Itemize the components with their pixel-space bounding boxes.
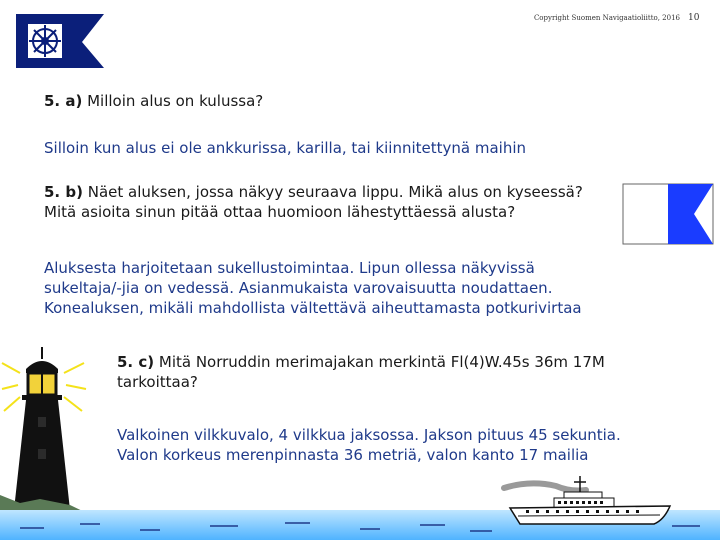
alpha-flag-icon bbox=[622, 183, 714, 245]
question-text-line1: Näet aluksen, jossa näkyy seuraava lippu. Mikä alus on kyseessä? bbox=[82, 183, 583, 201]
question-text-line2: Mitä asioita sinun pitää ottaa huomioon lähestyttäessä alusta? bbox=[44, 203, 516, 221]
answer-line1: Valkoinen vilkkuvalo, 4 vilkkua jaksossa. Jakson pituus 45 sekuntia. bbox=[117, 426, 621, 444]
question-5a bbox=[44, 91, 263, 111]
question-5b bbox=[44, 182, 634, 222]
question-label: 5. a) bbox=[44, 92, 83, 110]
question-5c bbox=[117, 352, 677, 392]
answer-5b bbox=[44, 258, 644, 318]
ship-icon bbox=[500, 470, 700, 530]
page-number: 10 bbox=[688, 13, 700, 23]
question-text: Milloin alus on kulussa? bbox=[82, 92, 264, 110]
question-text-line1: Mitä Norruddin merimajakan merkintä Fl(4)W.45s 36m 17M bbox=[154, 353, 605, 371]
answer-5a: Silloin kun alus ei ole ankkurissa, karilla, tai kiinnitettynä maihin bbox=[44, 139, 527, 157]
answer-line3: Konealuksen, mikäli mahdollista vältettävä aiheuttamasta potkurivirtaa bbox=[44, 299, 582, 317]
club-pennant-icon bbox=[14, 10, 106, 72]
answer-line2: sukeltaja/-jia on vedessä. Asianmukaista varovaisuutta noudattaen. bbox=[44, 279, 553, 297]
answer-5c bbox=[117, 425, 677, 465]
answer-line1: Aluksesta harjoitetaan sukellustoimintaa. Lipun ollessa näkyvissä bbox=[44, 259, 535, 277]
copyright-notice: Copyright Suomen Navigaatioliitto, 2016 bbox=[533, 14, 680, 22]
answer-line2: Valon korkeus merenpinnasta 36 metriä, valon kanto 17 mailia bbox=[117, 446, 589, 464]
question-text-line2: tarkoittaa? bbox=[117, 373, 198, 391]
question-label: 5. c) bbox=[117, 353, 155, 371]
question-label: 5. b) bbox=[44, 183, 83, 201]
